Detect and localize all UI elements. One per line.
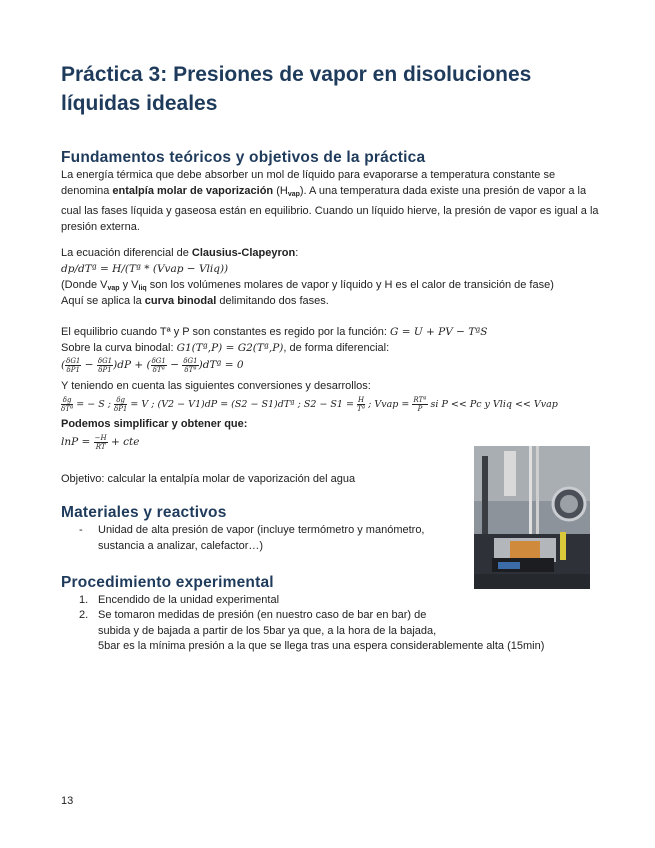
intro-paragraph: La energía térmica que debe absorber un mol de líquido para evaporarse a temperatura constante se denomina entalpía molar de vaporización (Hvap). A una temperatura dada existe una presión de vapor a la cual las fases líquida y gaseosa están en equilibrio. Cuando un líquido hierve, la presión de vapor es igual a la presión externa. [61, 169, 599, 233]
section-heading-fundamentos: Fundamentos teóricos y objetivos de la práctica [61, 149, 426, 166]
clausius-clapeyron-intro: La ecuación diferencial de Clausius-Clapeyron: [61, 247, 299, 259]
list-item-continuation: sustancia a analizar, calefactor…) [98, 540, 264, 552]
list-item: Unidad de alta presión de vapor (incluye termómetro y manómetro, [98, 524, 425, 536]
binodal-curve-note: Aquí se aplica la curva binodal delimitando dos fases. [61, 295, 329, 307]
differential-equation: ( $\frac{\delta G1}{\delta P1}$ − $\frac{\delta G1}{\delta P1}$ )dP + ( $\frac{\delta G1}{\text{δTª}}$ − $\frac{\delta G1}{\text{δTª}}$ )dTª = 0 [61, 356, 244, 374]
page-title: Práctica 3: Presiones de vapor en disoluciones líquidas ideales [61, 63, 532, 115]
list-item: Encendido de la unidad experimental [98, 594, 280, 606]
section-heading-procedimiento: Procedimiento experimental [61, 574, 274, 591]
equilibrium-line: El equilibrio cuando Tª y P son constantes es regido por la función: G = U + PV − TªS [61, 326, 488, 338]
list-item: Se tomaron medidas de presión (en nuestro caso de bar en bar) de [98, 609, 427, 621]
objective-line: Objetivo: calcular la entalpía molar de vaporización del agua [61, 473, 356, 485]
list-bullet: - [79, 524, 83, 536]
simplify-line: Podemos simplificar y obtener que: [61, 418, 248, 430]
clausius-clapeyron-note: (Donde Vvap y Vliq son los volúmenes molares de vapor y líquido y H es el calor de transición de fase) [61, 279, 554, 292]
binodal-line: Sobre la curva binodal: G1(Tª,P) = G2(Tª,P), de forma diferencial: [61, 342, 390, 354]
list-item-number: 1. [79, 594, 89, 606]
lnp-equation: lnP = $\frac{-H}{RT}$ + cte [61, 433, 140, 451]
list-item-number: 2. [79, 609, 89, 621]
clausius-clapeyron-equation: dp/dTª = H/(Tª * (Vvap − Vliq)) [61, 263, 229, 275]
lab-equipment-illustration [474, 446, 590, 589]
page-number: 13 [61, 795, 74, 807]
conversions-intro: Y teniendo en cuenta las siguientes conversiones y desarrollos: [61, 380, 371, 392]
list-item-continuation: subida y de bajada a partir de los 5bar ya que, a la hora de la bajada, [98, 625, 437, 637]
lab-equipment-photo [474, 446, 590, 589]
conversions-equation: $\frac{\delta g}{\text{δTª}}$ = − S ; $\frac{\delta g}{\delta P1}$ = V ; (V2 − V1)dP = (S2 − S1)dTª ; S2 − S1 = $\frac{H}{\text{Tª}}$ ; Vvap = $\frac{\text{RTª}}{P}$ si P << Pc y Vliq << Vvap [61, 396, 558, 413]
list-item-continuation: 5bar es la mínima presión a la que se llega tras una espera considerablemente alta (15min) [98, 640, 545, 652]
section-heading-materiales: Materiales y reactivos [61, 504, 227, 521]
